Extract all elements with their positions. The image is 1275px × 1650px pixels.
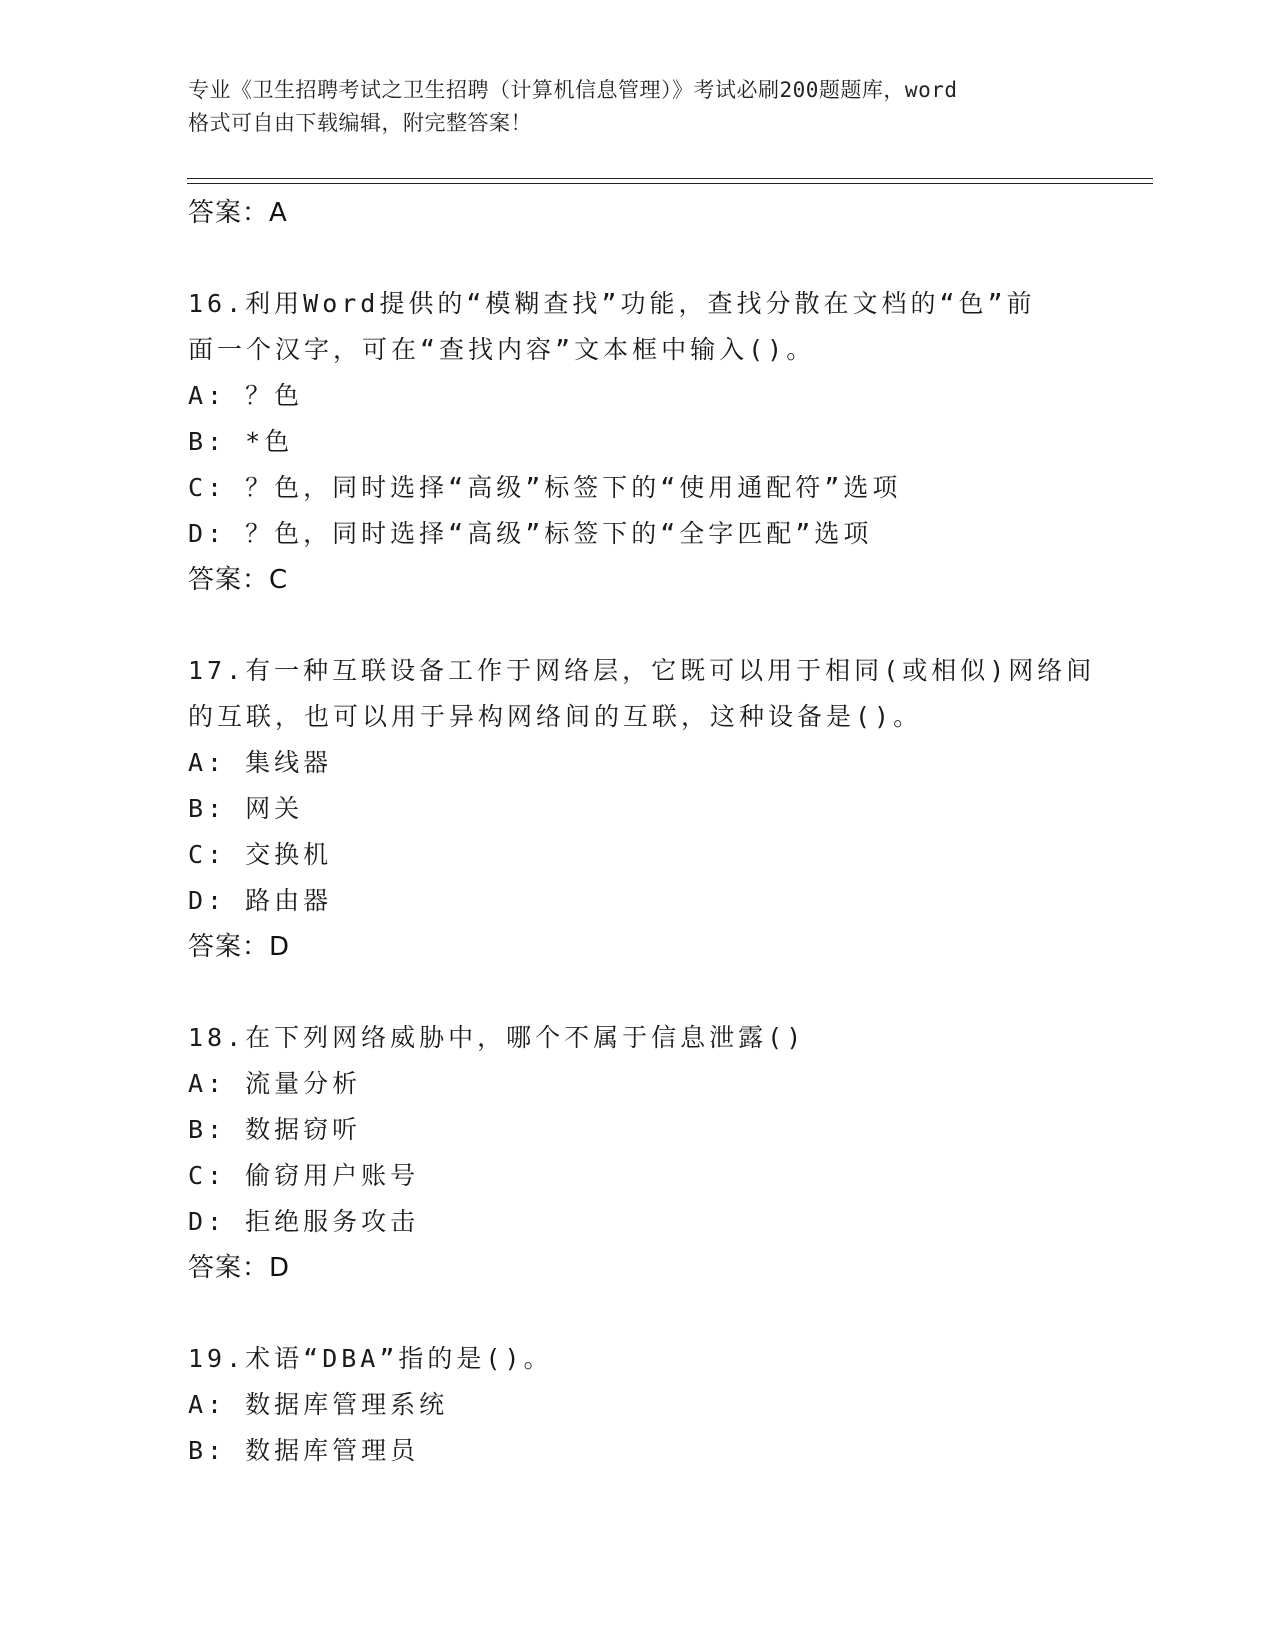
question-stem: 18.在下列网络威胁中，哪个不属于信息泄露() (188, 1023, 806, 1052)
option-a: A: 集线器 (188, 748, 333, 777)
question-17 (188, 648, 1128, 970)
option-a: A: ？色 (188, 381, 304, 410)
option-c: C: 交换机 (188, 840, 333, 869)
document-header (188, 74, 1088, 140)
option-d: D: 路由器 (188, 886, 333, 915)
spacer (188, 603, 1128, 648)
spacer (188, 236, 1128, 281)
question-19 (188, 1336, 1128, 1474)
option-a: A: 数据库管理系统 (188, 1390, 449, 1419)
option-b: B: 网关 (188, 794, 304, 823)
header-title-line-1: 专业《卫生招聘考试之卫生招聘（计算机信息管理）》考试必刷200题题库，word (188, 78, 958, 102)
option-a: A: 流量分析 (188, 1069, 362, 1098)
option-d: D: ？色，同时选择“高级”标签下的“全字匹配”选项 (188, 519, 873, 548)
option-d: D: 拒绝服务攻击 (188, 1207, 420, 1236)
answer: 答案：D (188, 932, 291, 962)
question-stem: 的互联，也可以用于异构网络间的互联，这种设备是()。 (188, 702, 923, 731)
header-title-line-2: 格式可自由下载编辑，附完整答案！ (188, 111, 532, 135)
option-b: B: *色 (188, 427, 294, 456)
option-c: C: 偷窃用户账号 (188, 1161, 420, 1190)
answer: 答案：D (188, 1253, 291, 1283)
spacer (188, 1291, 1128, 1336)
option-b: B: 数据窃听 (188, 1115, 362, 1144)
question-stem: 16.利用Word提供的“模糊查找”功能，查找分散在文档的“色”前 (188, 289, 1036, 318)
header-rule-top (187, 178, 1153, 179)
option-c: C: ？色，同时选择“高级”标签下的“使用通配符”选项 (188, 473, 902, 502)
header-rule-bottom (187, 183, 1153, 184)
question-stem: 面一个汉字，可在“查找内容”文本框中输入()。 (188, 335, 816, 364)
question-18 (188, 1015, 1128, 1291)
question-content (188, 188, 1128, 1474)
answer: 答案：C (188, 565, 289, 595)
answer-previous: 答案：A (188, 198, 288, 228)
question-stem: 19.术语“DBA”指的是()。 (188, 1344, 553, 1373)
question-16 (188, 281, 1128, 603)
option-b: B: 数据库管理员 (188, 1436, 420, 1465)
question-stem: 17.有一种互联设备工作于网络层，它既可以用于相同(或相似)网络间 (188, 656, 1096, 685)
spacer (188, 970, 1128, 1015)
